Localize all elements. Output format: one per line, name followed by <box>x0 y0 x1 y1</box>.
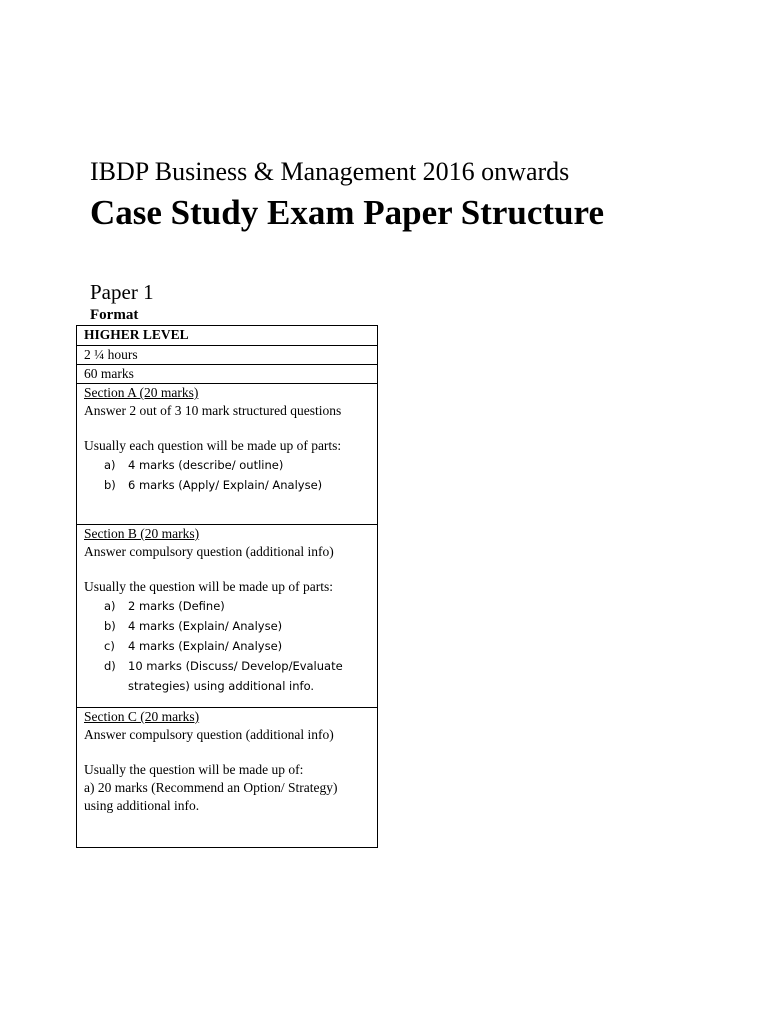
list-marker: d) <box>104 659 116 673</box>
list-marker: a) <box>104 458 116 472</box>
format-label: Format <box>90 307 139 323</box>
duration-text: 2 ¼ hours <box>84 347 138 362</box>
list-item <box>84 475 370 495</box>
table-row-level <box>77 326 377 346</box>
section-c-cell <box>77 708 377 847</box>
list-item-text: 6 marks (Apply/ Explain/ Analyse) <box>128 478 323 492</box>
total-marks-text: 60 marks <box>84 366 134 381</box>
section-c-instruction: Answer compulsory question (additional info) <box>84 727 334 742</box>
section-b-intro: Usually the question will be made up of parts: <box>84 579 333 594</box>
list-item <box>84 455 370 475</box>
list-marker: c) <box>104 639 115 653</box>
list-item <box>84 636 370 656</box>
level-heading: HIGHER LEVEL <box>84 327 189 342</box>
list-item-text: 4 marks (describe/ outline) <box>128 458 284 472</box>
section-c-item-line: using additional info. <box>84 798 200 813</box>
section-b-cell <box>77 525 377 708</box>
list-item-text: 2 marks (Define) <box>128 599 225 613</box>
document-subtitle: IBDP Business & Management 2016 onwards <box>90 157 570 186</box>
table-row-duration <box>77 346 377 365</box>
document-title: Case Study Exam Paper Structure <box>90 193 604 232</box>
list-item-text: 4 marks (Explain/ Analyse) <box>128 619 283 633</box>
list-item-text: 10 marks (Discuss/ Develop/Evaluate strategies) using additional info. <box>128 659 343 693</box>
list-item-text: 4 marks (Explain/ Analyse) <box>128 639 283 653</box>
section-a-instruction: Answer 2 out of 3 10 mark structured questions <box>84 403 342 418</box>
table-row-marks <box>77 365 377 384</box>
section-a-cell <box>77 384 377 525</box>
section-b-heading: Section B (20 marks) <box>84 526 200 541</box>
list-marker: b) <box>104 478 116 492</box>
section-b-instruction: Answer compulsory question (additional info) <box>84 544 334 559</box>
list-item <box>84 656 348 696</box>
list-item <box>84 616 370 636</box>
list-marker: b) <box>104 619 116 633</box>
list-marker: a) <box>104 599 116 613</box>
format-table <box>76 325 378 848</box>
section-a-heading: Section A (20 marks) <box>84 385 199 400</box>
list-item <box>84 596 370 616</box>
section-c-item-line: a) 20 marks (Recommend an Option/ Strategy) <box>84 780 338 795</box>
section-a-intro: Usually each question will be made up of parts: <box>84 438 342 453</box>
section-c-heading: Section C (20 marks) <box>84 709 200 724</box>
section-c-intro: Usually the question will be made up of: <box>84 762 304 777</box>
paper-heading: Paper 1 <box>90 280 154 304</box>
